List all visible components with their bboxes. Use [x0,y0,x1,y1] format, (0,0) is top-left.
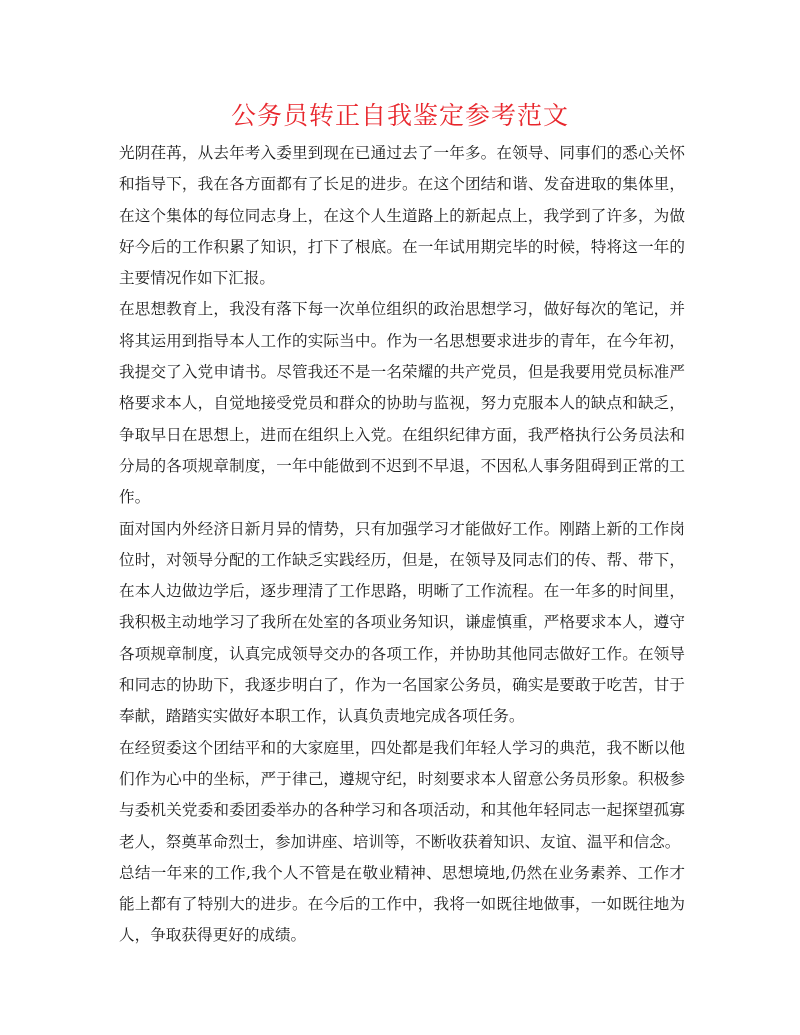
paragraph-summary: 总结一年来的工作,我个人不管是在敬业精神、思想境地,仍然在业务素养、工作才能上都有了特别大的进步。在今后的工作中，我将一如既往地做事，一如既往地为人，争取获得更好的成绩。 [119,863,685,945]
paragraph-intro: 光阴荏苒，从去年考入委里到现在已通过去了一年多。在领导、同事们的悉心关怀和指导下，我在各方面都有了长足的进步。在这个团结和谐、发奋进取的集体里，在这个集体的每位同志身上，在这个人生道路上的新起点上，我学到了许多，为做好今后的工作积累了知识，打下了根底。在一年试用期完毕的时候，特将这一年的主要情况作如下汇报。 [119,144,685,288]
paragraph-learning: 面对国内外经济日新月异的情势，只有加强学习才能做好工作。刚踏上新的工作岗位时，对领导分配的工作缺乏实践经历，但是，在领导及同志们的传、帮、带下，在本人边做边学后，逐步理清了工作思路，明晰了工作流程。在一年多的时间里，我积极主动地学习了我所在处室的各项业务知识，谦虚慎重，严格要求本人，遵守各项规章制度，认真完成领导交办的各项工作，并协助其他同志做好工作。在领导和同志的协助下，我逐步明白了，作为一名国家公务员，确实是要敢于吃苦，甘于奉献，踏踏实实做好本职工作，认真负责地完成各项任务。 [119,519,685,726]
document-body [119,138,685,952]
paragraph-ideology: 在思想教育上，我没有落下每一次单位组织的政治思想学习，做好每次的笔记，并将其运用到指导本人工作的实际当中。作为一名思想要求进步的青年，在今年初，我提交了入党申请书。尽管我还不是一名荣耀的共产党员，但是我要用党员标准严格要求本人，自觉地接受党员和群众的协助与监视，努力克服本人的缺点和缺乏，争取早日在思想上，进而在组织上入党。在组织纪律方面，我严格执行公务员法和分局的各项规章制度，一年中能做到不迟到不早退，不因私人事务阻碍到正常的工作。 [119,300,685,507]
document-title: 公务员转正自我鉴定参考范文 [230,101,569,130]
paragraph-team: 在经贸委这个团结平和的大家庭里，四处都是我们年轻人学习的典范，我不断以他们作为心中的坐标，严于律己，遵规守纪，时刻要求本人留意公务员形象。积极参与委机关党委和委团委举办的各种学习和各项活动，和其他年轻同志一起探望孤寡老人，祭奠革命烈士，参加讲座、培训等，不断收获着知识、友谊、温平和信念。 [119,738,685,851]
